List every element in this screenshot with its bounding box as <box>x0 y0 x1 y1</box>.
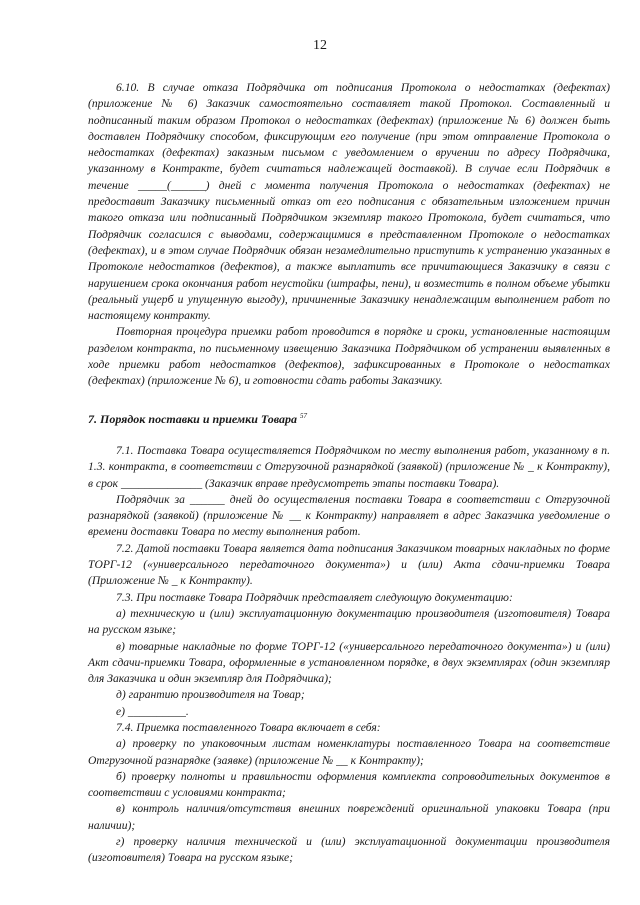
paragraph-7-3: 7.3. При поставке Товара Подрядчик представляет следующую документацию: <box>116 590 513 604</box>
paragraph-6-10: 6.10. В случае отказа Подрядчика от подписания Протокола о недостатках (дефектах) (приложение № 6) Заказчик самостоятельно составляет такой Протокол. Составленный и подписанный таким образом Протокол о недостатках (дефектах) (приложение № 6) должен быть доставлен Подрядчику способом, фиксирующим его получение (при этом отправление Протокола о недостатках (дефектах) заказным письмом с уведомлением о вручении по адресу Подрядчика, указанному в Контракте, будет считаться надлежащей доставкой). В случае если Подрядчик в течение _____(______) дней с момента получения Протокола о недостатках (дефектах) не предоставит Заказчику письменный отказ от его подписания с обязательным изложением причин такого отказа или подписанный Подрядчиком экземпляр такого Протокола, будет считаться, что Подрядчик согласился с выводами, содержащимися в представленном Протоколе о недостатках (дефектах), и в этом случае Подрядчик обязан незамедлительно приступить к устранению указанных в Протоколе недостатков (дефектов), а также выплатить все причитающиеся Заказчику в связи с нарушением срока окончания работ неустойки (штрафы, пени), и возместить в полном объеме убытки (реальный ущерб и упущенную выгоду), причиненные Заказчику ненадлежащим выполнением работ по настоящему контракту. <box>88 81 610 323</box>
page-number: 12 <box>313 38 327 53</box>
footnote-reference: 57 <box>300 411 308 420</box>
list-item-7-3-d: д) гарантию производителя на Товар; <box>116 688 305 702</box>
list-item-7-4-a: а) проверку по упаковочным листам номенклатуры поставленного Товара на соответствие Отгрузочной разнарядке (заявке) (приложение № __ к Контракту); <box>88 737 610 767</box>
section-7-heading <box>88 408 610 427</box>
paragraph-7-4: 7.4. Приемка поставленного Товара включает в себя: <box>116 720 381 734</box>
list-item-7-4-g: г) проверку наличия технической и (или) эксплуатационной документации производителя (изготовителя) Товара на русском языке; <box>88 835 610 865</box>
list-item-7-3-b: в) товарные накладные по форме ТОРГ-12 («универсального передаточного документа») и (или) Акт сдачи-приемки Товара, оформленные в установленном порядке, в двух экземплярах (один экземпляр для Заказчика и один экземпляр для Подрядчика); <box>88 639 610 686</box>
paragraph-repeat-acceptance: Повторная процедура приемки работ проводится в порядке и сроки, установленные настоящим разделом контракта, по письменному извещению Заказчика Подрядчиком об устранении выявленных в ходе приемки работ недостатков (дефектов), зафиксированных в Протоколе о недостатках (дефектах) (приложение № 6), и готовности сдать работы Заказчику. <box>88 325 610 388</box>
list-item-7-3-a: а) техническую и (или) эксплуатационную документацию производителя (изготовителя) Товара на русском языке; <box>88 606 610 637</box>
document-body <box>88 80 610 867</box>
paragraph-7-1: 7.1. Поставка Товара осуществляется Подрядчиком по месту выполнения работ, указанному в п. 1.3. контракта, в соответствии с Отгрузочной разнарядкой (заявкой) (приложение № _ к Контракту), в срок ______________ (Заказчик вправе предусмотреть этапы поставки Товара). <box>88 443 610 490</box>
paragraph-delivery-notice: Подрядчик за ______ дней до осуществления поставки Товара в соответствии с Отгрузочной разнарядкой (заявкой) (приложение № __ к Контракту) направляет в адрес Заказчика уведомление о времени доставки Товара по месту выполнения работ. <box>88 492 610 539</box>
list-item-7-4-b: б) проверку полноты и правильности оформления комплекта сопроводительных документов в соответствии с условиями контракта; <box>88 769 610 800</box>
list-item-7-4-v: в) контроль наличия/отсутствия внешних повреждений оригинальной упаковки Товара (при наличии); <box>88 802 610 832</box>
paragraph-7-2: 7.2. Датой поставки Товара является дата подписания Заказчиком товарных накладных по форме ТОРГ-12 («универсального передаточного документа») и (или) Акта сдачи-приемки Товара (Приложение № _ к Контракту). <box>88 541 610 588</box>
section-7-title: 7. Порядок поставки и приемки Товара <box>88 411 298 426</box>
list-item-7-3-e: е) __________. <box>116 704 189 718</box>
